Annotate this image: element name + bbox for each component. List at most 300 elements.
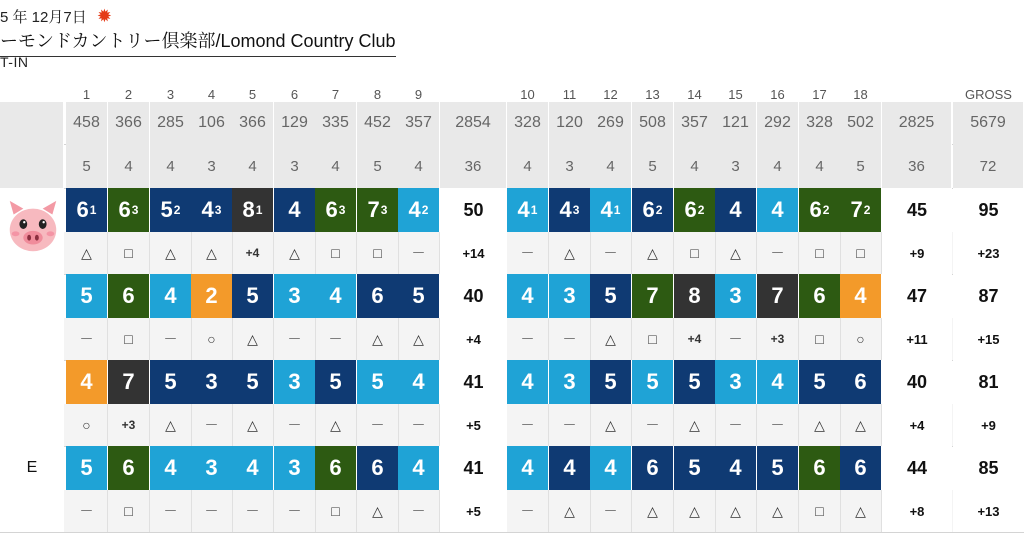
round-type: T-IN xyxy=(0,54,29,70)
hole-mark-cell: △ xyxy=(150,404,192,446)
hole-mark-cell: － xyxy=(590,232,632,274)
score-value: 3 xyxy=(729,283,742,308)
hole-score-cell[interactable] xyxy=(799,188,841,232)
hole-score-cell[interactable] xyxy=(674,446,716,490)
hole-mark-cell: □ xyxy=(108,232,150,274)
score-value: 5 xyxy=(412,283,425,308)
hole-mark-cell: － xyxy=(315,318,357,360)
hole-mark-cell: △ xyxy=(274,232,316,274)
hole-score-cell[interactable] xyxy=(66,446,108,490)
score-value: 5 xyxy=(771,455,784,480)
hole-mark-cell: － xyxy=(549,404,591,446)
hole-score-cell[interactable] xyxy=(799,446,841,490)
yardage-cell: 357 xyxy=(674,102,716,144)
out-total: 40 xyxy=(440,274,507,318)
yardage-cell: 285 xyxy=(150,102,192,144)
hole-mark-cell: － xyxy=(357,404,399,446)
hole-mark-cell: △ xyxy=(232,404,274,446)
hole-score-cell[interactable] xyxy=(549,274,591,318)
hole-number: 11 xyxy=(562,87,577,102)
hole-score-cell[interactable] xyxy=(315,274,357,318)
player-score-row xyxy=(0,188,1024,233)
yardage-cell: 452 xyxy=(357,102,399,144)
par-cell: 4 xyxy=(315,144,357,188)
hole-number: 2 xyxy=(124,87,133,102)
hole-score-cell[interactable] xyxy=(191,274,233,318)
score-value: 7 xyxy=(646,283,659,308)
putt-count: 1 xyxy=(613,203,621,217)
score-value: 4 xyxy=(729,455,742,480)
hole-score-cell[interactable] xyxy=(274,188,316,232)
hole-mark-cell: +3 xyxy=(757,318,799,360)
score-value: 6 xyxy=(371,283,384,308)
score-value: 4 xyxy=(521,283,534,308)
score-value: 5 xyxy=(688,455,701,480)
hole-mark-cell: □ xyxy=(674,232,716,274)
yardage-label-cell xyxy=(0,102,64,144)
out-mark: +5 xyxy=(440,404,507,446)
hole-mark-cell: △ xyxy=(357,318,399,360)
hole-mark-cell: △ xyxy=(757,490,799,532)
course-name: ーモンドカントリー倶楽部/Lomond Country Club xyxy=(0,27,396,57)
hole-number: 3 xyxy=(166,87,175,102)
par-cell: 4 xyxy=(150,144,192,188)
score-value: 6 xyxy=(76,197,89,222)
hole-score-cell[interactable] xyxy=(632,188,674,232)
player-name-cell xyxy=(0,274,64,318)
hole-score-cell[interactable] xyxy=(150,274,192,318)
yardage-cell: 366 xyxy=(232,102,274,144)
hole-score-cell[interactable] xyxy=(840,274,882,318)
hole-score-cell[interactable] xyxy=(549,360,591,404)
hole-mark-cell: △ xyxy=(674,490,716,532)
hole-score-cell[interactable] xyxy=(191,446,233,490)
yardage-cell: 502 xyxy=(840,102,882,144)
pig-emoji-icon xyxy=(2,196,64,260)
score-value: 5 xyxy=(329,369,342,394)
hole-score-cell[interactable] xyxy=(232,188,274,232)
score-value: 7 xyxy=(367,197,380,222)
yardage-row xyxy=(0,102,1024,145)
player-score-row xyxy=(0,360,1024,405)
par-row xyxy=(0,144,1024,189)
gross-total: 95 xyxy=(953,188,1024,232)
hole-number: 1 xyxy=(82,87,91,102)
par-cell: 4 xyxy=(232,144,274,188)
in-mark: +11 xyxy=(882,318,952,360)
hole-score-cell[interactable] xyxy=(66,360,108,404)
score-value: 4 xyxy=(604,455,617,480)
score-value: 5 xyxy=(604,283,617,308)
player-side-cell xyxy=(0,404,64,446)
par-cell: 5 xyxy=(357,144,399,188)
hole-score-cell[interactable] xyxy=(590,274,632,318)
hole-mark-cell: ○ xyxy=(66,404,108,446)
par-gross: 72 xyxy=(953,144,1024,188)
hole-score-cell[interactable] xyxy=(507,274,549,318)
putt-count: 3 xyxy=(572,203,580,217)
hole-score-cell[interactable] xyxy=(590,446,632,490)
yardage-out-total: 2854 xyxy=(440,102,507,144)
hole-mark-cell: □ xyxy=(315,232,357,274)
hole-score-cell[interactable] xyxy=(66,188,108,232)
putt-count: 3 xyxy=(131,203,139,217)
out-total: 41 xyxy=(440,446,507,490)
score-value: 7 xyxy=(850,197,863,222)
score-value: 2 xyxy=(205,283,218,308)
hole-number: 15 xyxy=(728,87,743,102)
yardage-cell: 328 xyxy=(507,102,549,144)
in-total: 47 xyxy=(882,274,952,318)
hole-number: 4 xyxy=(207,87,216,102)
hole-number: 7 xyxy=(331,87,340,102)
score-value: 7 xyxy=(122,369,135,394)
hole-score-cell[interactable] xyxy=(590,188,632,232)
out-total: 50 xyxy=(440,188,507,232)
hole-score-cell[interactable] xyxy=(232,446,274,490)
score-value: 4 xyxy=(729,197,742,222)
putt-count: 1 xyxy=(530,203,538,217)
score-value: 3 xyxy=(288,283,301,308)
hole-score-cell[interactable] xyxy=(398,274,440,318)
hole-score-cell[interactable] xyxy=(757,446,799,490)
score-value: 4 xyxy=(408,197,421,222)
hole-number: 12 xyxy=(603,87,618,102)
yardage-in-total: 2825 xyxy=(882,102,952,144)
hole-score-cell[interactable] xyxy=(315,446,357,490)
hole-number: 14 xyxy=(687,87,702,102)
score-value: 6 xyxy=(813,283,826,308)
hole-mark-cell: － xyxy=(398,232,440,274)
score-value: 4 xyxy=(563,455,576,480)
hole-score-cell[interactable] xyxy=(108,274,150,318)
score-value: 5 xyxy=(80,455,93,480)
par-cell: 3 xyxy=(274,144,316,188)
in-mark: +9 xyxy=(882,232,952,274)
hole-mark-cell: － xyxy=(191,490,233,532)
hole-score-cell[interactable] xyxy=(674,188,716,232)
hole-mark-cell: － xyxy=(757,232,799,274)
hole-mark-cell: － xyxy=(232,490,274,532)
score-value: 5 xyxy=(246,369,259,394)
hole-score-cell[interactable] xyxy=(799,274,841,318)
yardage-cell: 366 xyxy=(108,102,150,144)
hole-mark-cell: △ xyxy=(357,490,399,532)
hole-mark-cell: ○ xyxy=(840,318,882,360)
score-value: 4 xyxy=(164,283,177,308)
par-cell: 4 xyxy=(590,144,632,188)
score-value: 4 xyxy=(771,197,784,222)
yardage-cell: 335 xyxy=(315,102,357,144)
score-value: 6 xyxy=(118,197,131,222)
score-value: 3 xyxy=(288,455,301,480)
yardage-cell: 292 xyxy=(757,102,799,144)
hole-mark-cell: － xyxy=(150,490,192,532)
hole-score-cell[interactable] xyxy=(398,188,440,232)
putt-count: 2 xyxy=(655,203,663,217)
yardage-cell: 269 xyxy=(590,102,632,144)
hole-mark-cell: － xyxy=(66,490,108,532)
score-value: 5 xyxy=(246,283,259,308)
score-value: 5 xyxy=(646,369,659,394)
hole-score-cell[interactable] xyxy=(715,274,757,318)
in-mark: +8 xyxy=(882,490,952,532)
out-mark: +4 xyxy=(440,318,507,360)
score-value: 4 xyxy=(854,283,867,308)
hole-score-cell[interactable] xyxy=(274,446,316,490)
hole-score-cell[interactable] xyxy=(232,274,274,318)
hole-score-cell[interactable] xyxy=(357,446,399,490)
hole-score-cell[interactable] xyxy=(274,360,316,404)
hole-number: 5 xyxy=(248,87,257,102)
par-cell: 5 xyxy=(840,144,882,188)
yardage-cell: 121 xyxy=(715,102,757,144)
hole-mark-cell: +3 xyxy=(108,404,150,446)
putt-count: 3 xyxy=(214,203,222,217)
hole-score-cell[interactable] xyxy=(191,360,233,404)
hole-score-cell[interactable] xyxy=(715,360,757,404)
date-text: 5 年 12月7日 xyxy=(0,9,87,26)
player-name-cell: E xyxy=(0,446,64,490)
score-value: 3 xyxy=(205,369,218,394)
hole-score-cell[interactable] xyxy=(232,360,274,404)
score-value: 4 xyxy=(521,455,534,480)
score-value: 3 xyxy=(563,369,576,394)
hole-mark-cell: △ xyxy=(315,404,357,446)
par-out-total: 36 xyxy=(440,144,507,188)
hole-score-cell[interactable] xyxy=(632,274,674,318)
gross-mark: +9 xyxy=(953,404,1024,446)
hole-mark-cell: □ xyxy=(108,490,150,532)
par-cell: 4 xyxy=(108,144,150,188)
player-mark-row xyxy=(0,232,1024,275)
yardage-cell: 120 xyxy=(549,102,591,144)
score-value: 8 xyxy=(242,197,255,222)
hole-score-cell[interactable] xyxy=(108,188,150,232)
hole-mark-cell: － xyxy=(191,404,233,446)
score-value: 3 xyxy=(563,283,576,308)
score-value: 6 xyxy=(642,197,655,222)
hole-mark-cell: △ xyxy=(632,490,674,532)
hole-score-cell[interactable] xyxy=(315,188,357,232)
par-cell: 4 xyxy=(674,144,716,188)
hole-mark-cell: □ xyxy=(108,318,150,360)
hole-mark-cell: － xyxy=(715,318,757,360)
gross-label: GROSS xyxy=(965,87,1012,102)
hole-mark-cell: － xyxy=(66,318,108,360)
hole-mark-cell: － xyxy=(632,404,674,446)
hole-mark-cell: △ xyxy=(66,232,108,274)
hole-mark-cell: +4 xyxy=(232,232,274,274)
putt-count: 3 xyxy=(338,203,346,217)
hole-mark-cell: △ xyxy=(715,490,757,532)
putt-count: 2 xyxy=(863,203,871,217)
hole-score-cell[interactable] xyxy=(108,360,150,404)
par-cell: 4 xyxy=(757,144,799,188)
hole-score-cell[interactable] xyxy=(549,446,591,490)
score-value: 8 xyxy=(688,283,701,308)
yardage-gross: 5679 xyxy=(953,102,1024,144)
hole-score-cell[interactable] xyxy=(840,360,882,404)
hole-score-cell[interactable] xyxy=(757,360,799,404)
score-value: 6 xyxy=(809,197,822,222)
score-value: 4 xyxy=(246,455,259,480)
player-side-cell xyxy=(0,490,64,532)
yardage-cell: 129 xyxy=(274,102,316,144)
hole-score-cell[interactable] xyxy=(150,446,192,490)
putt-count: 2 xyxy=(697,203,705,217)
hole-score-cell[interactable] xyxy=(674,360,716,404)
par-label-cell xyxy=(0,144,64,188)
putt-count: 2 xyxy=(173,203,181,217)
score-value: 4 xyxy=(412,455,425,480)
hole-mark-cell: □ xyxy=(799,232,841,274)
score-value: 6 xyxy=(325,197,338,222)
putt-count: 3 xyxy=(380,203,388,217)
hole-score-cell[interactable] xyxy=(315,360,357,404)
hole-mark-cell: － xyxy=(590,490,632,532)
hole-mark-cell: － xyxy=(274,490,316,532)
hole-mark-cell: － xyxy=(549,318,591,360)
player-side-cell xyxy=(0,318,64,360)
hole-mark-cell: △ xyxy=(549,490,591,532)
hole-mark-cell: □ xyxy=(315,490,357,532)
hole-mark-cell: △ xyxy=(590,318,632,360)
yardage-cell: 328 xyxy=(799,102,841,144)
score-value: 4 xyxy=(559,197,572,222)
hole-mark-cell: － xyxy=(757,404,799,446)
score-value: 5 xyxy=(164,369,177,394)
hole-score-cell[interactable] xyxy=(757,274,799,318)
gross-total: 85 xyxy=(953,446,1024,490)
score-value: 6 xyxy=(122,455,135,480)
hole-mark-cell: － xyxy=(507,232,549,274)
putt-count: 2 xyxy=(421,203,429,217)
hole-score-cell[interactable] xyxy=(799,360,841,404)
hole-mark-cell: － xyxy=(507,490,549,532)
score-value: 6 xyxy=(684,197,697,222)
in-total: 44 xyxy=(882,446,952,490)
hole-mark-cell: △ xyxy=(632,232,674,274)
player-mark-row xyxy=(0,490,1024,533)
hole-score-cell[interactable] xyxy=(757,188,799,232)
yardage-cell: 508 xyxy=(632,102,674,144)
in-total: 40 xyxy=(882,360,952,404)
score-value: 6 xyxy=(371,455,384,480)
hole-score-cell[interactable] xyxy=(66,274,108,318)
hole-score-cell[interactable] xyxy=(590,360,632,404)
score-value: 4 xyxy=(288,197,301,222)
player-score-row xyxy=(0,274,1024,319)
score-value: 5 xyxy=(813,369,826,394)
hole-score-cell[interactable] xyxy=(507,188,549,232)
hole-number: 6 xyxy=(290,87,299,102)
score-value: 5 xyxy=(371,369,384,394)
hole-mark-cell: △ xyxy=(674,404,716,446)
hole-score-cell[interactable] xyxy=(840,446,882,490)
score-value: 6 xyxy=(854,369,867,394)
hole-score-cell[interactable] xyxy=(398,360,440,404)
hole-score-cell[interactable] xyxy=(357,188,399,232)
hole-mark-cell: △ xyxy=(840,404,882,446)
hole-number: 8 xyxy=(373,87,382,102)
hole-score-cell[interactable] xyxy=(398,446,440,490)
hole-score-cell[interactable] xyxy=(507,360,549,404)
gross-mark: +15 xyxy=(953,318,1024,360)
hole-mark-cell: － xyxy=(507,318,549,360)
round-date xyxy=(0,6,112,27)
hole-score-cell[interactable] xyxy=(549,188,591,232)
hole-number: 17 xyxy=(812,87,827,102)
hole-mark-cell: △ xyxy=(715,232,757,274)
hole-number: 9 xyxy=(414,87,423,102)
hole-score-cell[interactable] xyxy=(632,360,674,404)
hole-mark-cell: △ xyxy=(799,404,841,446)
hole-score-cell[interactable] xyxy=(274,274,316,318)
hole-score-cell[interactable] xyxy=(715,188,757,232)
hole-score-cell[interactable] xyxy=(674,274,716,318)
hole-score-cell[interactable] xyxy=(357,360,399,404)
hole-mark-cell: △ xyxy=(191,232,233,274)
in-mark: +4 xyxy=(882,404,952,446)
hole-score-cell[interactable] xyxy=(357,274,399,318)
score-value: 3 xyxy=(205,455,218,480)
score-value: 4 xyxy=(600,197,613,222)
hole-mark-cell: +4 xyxy=(674,318,716,360)
hole-mark-cell: － xyxy=(274,318,316,360)
score-value: 6 xyxy=(646,455,659,480)
hole-score-cell[interactable] xyxy=(632,446,674,490)
score-value: 5 xyxy=(604,369,617,394)
hole-mark-cell: □ xyxy=(632,318,674,360)
gross-mark: +13 xyxy=(953,490,1024,532)
score-value: 4 xyxy=(164,455,177,480)
score-value: 5 xyxy=(160,197,173,222)
hole-mark-cell: △ xyxy=(840,490,882,532)
player-mark-row xyxy=(0,404,1024,447)
out-mark: +5 xyxy=(440,490,507,532)
hole-mark-cell: － xyxy=(715,404,757,446)
score-value: 4 xyxy=(521,369,534,394)
hole-score-cell[interactable] xyxy=(108,446,150,490)
hole-score-cell[interactable] xyxy=(715,446,757,490)
hole-mark-cell: △ xyxy=(549,232,591,274)
hole-number: 16 xyxy=(770,87,785,102)
par-cell: 3 xyxy=(715,144,757,188)
putt-count: 1 xyxy=(89,203,97,217)
hole-score-cell[interactable] xyxy=(150,188,192,232)
hole-score-cell[interactable] xyxy=(840,188,882,232)
hole-score-cell[interactable] xyxy=(191,188,233,232)
out-mark: +14 xyxy=(440,232,507,274)
hole-score-cell[interactable] xyxy=(150,360,192,404)
hole-mark-cell: △ xyxy=(590,404,632,446)
player-score-row xyxy=(0,446,1024,491)
hole-number: 18 xyxy=(853,87,868,102)
hole-mark-cell: － xyxy=(398,490,440,532)
score-value: 4 xyxy=(771,369,784,394)
putt-count: 1 xyxy=(255,203,263,217)
yardage-cell: 458 xyxy=(66,102,108,144)
score-value: 3 xyxy=(729,369,742,394)
score-value: 6 xyxy=(329,455,342,480)
hole-mark-cell: △ xyxy=(398,318,440,360)
hole-score-cell[interactable] xyxy=(507,446,549,490)
score-value: 6 xyxy=(854,455,867,480)
player-name-cell xyxy=(0,360,64,404)
score-value: 4 xyxy=(80,369,93,394)
hole-mark-cell: － xyxy=(150,318,192,360)
